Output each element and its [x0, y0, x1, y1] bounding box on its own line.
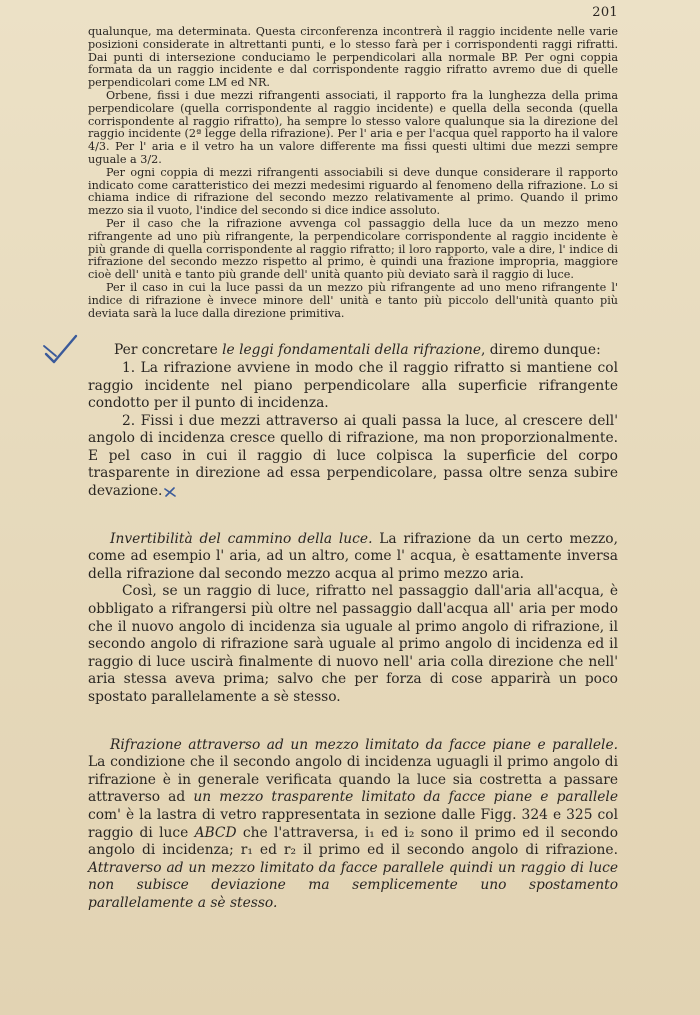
parallel-faces-section: [88, 737, 618, 913]
paragraph: Così, se un raggio di luce, rifratto nel passaggio dall'aria all'acqua, è obbligato a rifrangersi più oltre nel passaggio dall'acqua all' aria per modo che il nuovo angolo di incidenza sia uguale al primo angolo di rifrazione, il secondo angolo di rifrazione sarà uguale al primo angolo di incidenza ed il raggio di luce uscirà finalmente di nuovo nell' aria colla direzione che nell' aria stessa aveva prima; salvo che per forza di cose apparirà un poco spostato parallelamente a sè stesso.: [88, 583, 618, 706]
laws-section: [88, 342, 618, 500]
laws-intro: Per concretare le leggi fondamentali della rifrazione, diremo dunque:: [114, 342, 601, 359]
parallel-faces-paragraph: Rifrazione attraverso ad un mezzo limitato da facce piane e parallele. La condizione che il secondo angolo di incidenza uguagli il primo angolo di rifrazione è in generale verificata quando la luce sia costretta a passare attraverso ad un mezzo trasparente limitato da facce piane e parallele com' è la lastra di vetro rappresentata in sezione dalle Figg. 324 e 325 col raggio di luce ABCD che l'attraversa, i₁ ed i₂ sono il primo ed il secondo angolo di incidenza; r₁ ed r₂ il primo ed il secondo angolo di rifrazione. Attraverso ad un mezzo limitato da facce parallele quindi un raggio di luce non subisce deviazione ma semplicemente uno spostamento parallelamente a sè stesso.: [88, 736, 619, 911]
pen-checkmark-icon: [42, 332, 80, 366]
small-print-section: [88, 26, 618, 320]
invertibility-section: [88, 531, 618, 707]
paragraph: qualunque, ma determinata. Questa circonferenza incontrerà il raggio incidente nelle varie posizioni considerate in altrettanti punti, e lo stesso farà per i corrispondenti raggi rifratti. Dai punti di intersezione conduciamo le perpendicolari alla normale BP. Per ogni coppia formata da un raggio incidente e dal corrispondente raggio rifratto avremo due di quelle perpendicolari come LM ed NR.: [88, 25, 618, 90]
page-number: 201: [592, 5, 618, 20]
section-heading: Rifrazione attraverso ad un mezzo limitato da facce piane e parallele.: [110, 736, 618, 753]
paragraph: Per ogni coppia di mezzi rifrangenti associabili si deve dunque considerare il rapporto indicato come caratteristico dei mezzi medesimi riguardo al fenomeno della rifrazione. Lo si chiama indice di rifrazione del secondo mezzo relativamente al primo. Quando il primo mezzo sia il vuoto, l'indice del secondo si dice indice assoluto.: [88, 165, 618, 218]
pen-cross-mark-icon: [164, 487, 176, 497]
paragraph: Orbene, fissi i due mezzi rifrangenti associati, il rapporto fra la lunghezza della prima perpendicolare (quella corrispondente al raggio incidente) e quella della seconda (quella corrispondente al raggio rifratto), ha sempre lo stesso valore qualunque sia la direzione del raggio incidente (2ª legge della rifrazione). Per l' aria e per l'acqua quel rapporto ha il valore 4/3. Per l' aria e il vetro ha un valore differente ma fissi questi ultimi due mezzi sempre uguale a 3/2.: [88, 88, 618, 166]
law-1: 1. La rifrazione avviene in modo che il raggio rifratto si mantiene col raggio incidente nel piano perpendicolare alla superficie rifrangente condotto per il punto di incidenza.: [88, 359, 618, 412]
invertibility-paragraph: Invertibilità del cammino della luce. La rifrazione da un certo mezzo, come ad esempio l' aria, ad un altro, come l' acqua, è esattamente inversa della rifrazione dal secondo mezzo acqua al primo mezzo aria.: [88, 530, 618, 582]
section-heading: Invertibilità del cammino della luce.: [110, 530, 373, 547]
paragraph: Per il caso che la rifrazione avvenga col passaggio della luce da un mezzo meno rifrangente ad uno più rifrangente, la perpendicolare corrispondente al raggio incidente è più grande di quella corrispondente al raggio rifratto; il loro rapporto, vale a dire, l' indice di rifrazione del secondo mezzo rispetto al primo, è quindi una frazione impropria, maggiore cioè dell' unità e tanto più grande dell' unità quanto più deviato sarà il raggio di luce.: [88, 216, 618, 282]
paragraph: Per il caso in cui la luce passi da un mezzo più rifrangente ad uno meno rifrangente l' indice di rifrazione è invece minore dell' unità e tanto più piccolo dell'unità quanto più deviata sarà la luce dalla direzione primitiva.: [88, 280, 618, 320]
law-2: 2. Fissi i due mezzi attraverso ai quali passa la luce, al crescere dell' angolo di incidenza cresce quello di rifrazione, ma non proporzionalmente. E pel caso in cui il raggio di luce colpisca la superficie del corpo trasparente in direzione ad essa perpendicolare, passa oltre senza subire devazione.: [88, 412, 618, 500]
